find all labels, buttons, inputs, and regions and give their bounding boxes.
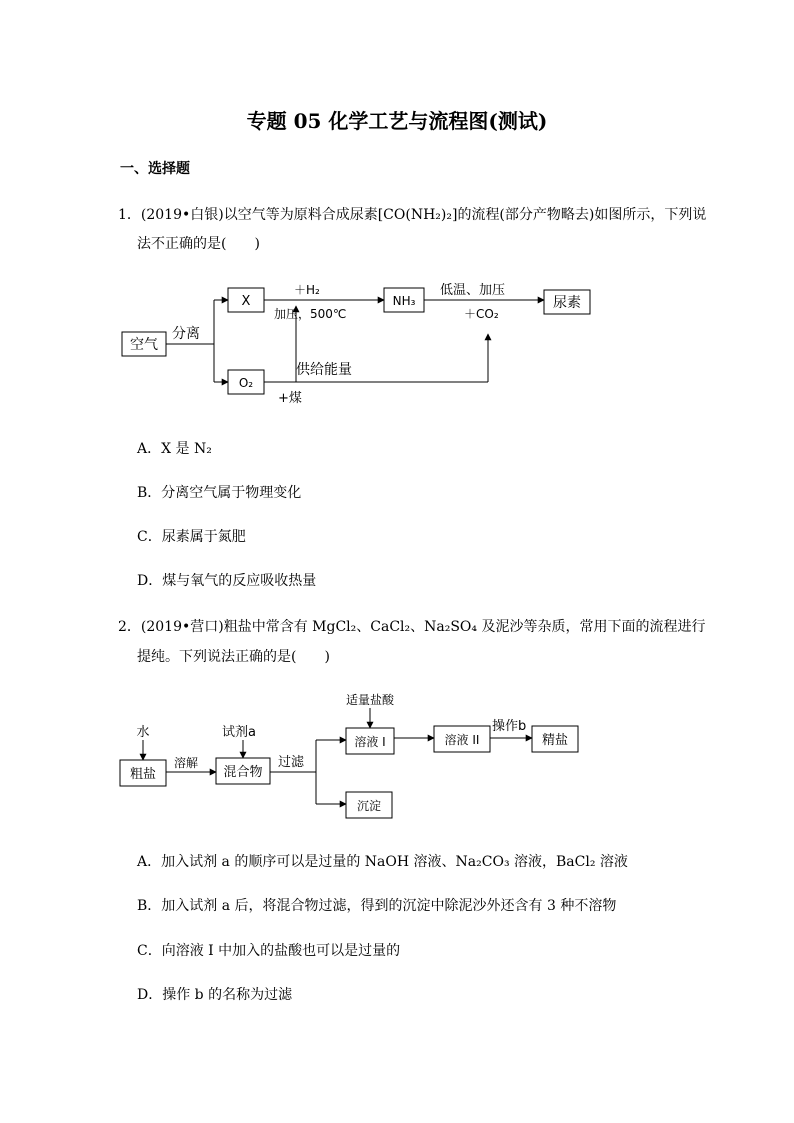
condition2-label: 低温、加压	[440, 283, 506, 298]
precipitate-label: 沉淀	[356, 799, 382, 813]
q2-flow-diagram	[110, 686, 610, 826]
coal-label: +煤	[278, 391, 302, 406]
operation-b-label: 操作b	[492, 719, 527, 734]
q2-option-b: B．加入试剂 a 后，将混合物过滤，得到的沉淀中除泥沙外还含有 3 种不溶物	[137, 898, 617, 914]
q2-stem-line2: 提纯。下列说法正确的是( )	[137, 649, 330, 665]
hcl-label: 适量盐酸	[346, 693, 395, 707]
condition1-label: 加压，500℃	[274, 307, 347, 321]
o2-label: O₂	[238, 376, 254, 390]
reagent-label: 试剂a	[222, 725, 256, 740]
mixture-label: 混合物	[223, 765, 263, 780]
section-heading: 一、选择题	[120, 161, 190, 177]
page-title: 专题 05 化学工艺与流程图(测试)	[246, 109, 548, 133]
solution1-label: 溶液 I	[354, 735, 386, 749]
q1-option-b: B．分离空气属于物理变化	[137, 485, 302, 501]
fine-salt-label: 精盐	[541, 733, 569, 748]
q2-option-d: D．操作 b 的名称为过滤	[137, 987, 293, 1003]
dissolve-label: 溶解	[174, 756, 199, 770]
plus-co2-label: ＋CO₂	[464, 307, 499, 321]
crude-salt-label: 粗盐	[129, 767, 157, 782]
energy-label: 供给能量	[296, 362, 352, 378]
q1-stem-line1: 1．(2019•白银)以空气等为原料合成尿素[CO(NH₂)₂]的流程(部分产物略去)如图所示，下列说	[118, 207, 707, 223]
water-label: 水	[136, 725, 150, 740]
q2-option-a: A．加入试剂 a 的顺序可以是过量的 NaOH 溶液、Na₂CO₃ 溶液，BaCl₂ 溶液	[137, 854, 628, 870]
q2-option-c: C．向溶液 I 中加入的盐酸也可以是过量的	[137, 943, 401, 959]
q1-flow-diagram	[110, 272, 610, 412]
solution2-label: 溶液 II	[444, 733, 480, 747]
q1-option-c: C．尿素属于氮肥	[137, 529, 246, 545]
air-label: 空气	[130, 337, 158, 353]
x-label: X	[241, 294, 251, 309]
q1-stem-line2: 法不正确的是( )	[137, 236, 260, 252]
separate-label: 分离	[172, 326, 200, 342]
q1-option-d: D．煤与氧气的反应吸收热量	[137, 573, 317, 589]
urea-label: 尿素	[553, 295, 581, 311]
q1-option-a: A．X 是 N₂	[137, 441, 212, 457]
q2-stem-line1: 2．(2019•营口)粗盐中常含有 MgCl₂、CaCl₂、Na₂SO₄ 及泥沙等杂质，常用下面的流程进行	[118, 619, 706, 635]
plus-h2-label: ＋H₂	[294, 283, 320, 297]
nh3-label: NH₃	[392, 294, 416, 308]
filter-label: 过滤	[278, 755, 305, 770]
